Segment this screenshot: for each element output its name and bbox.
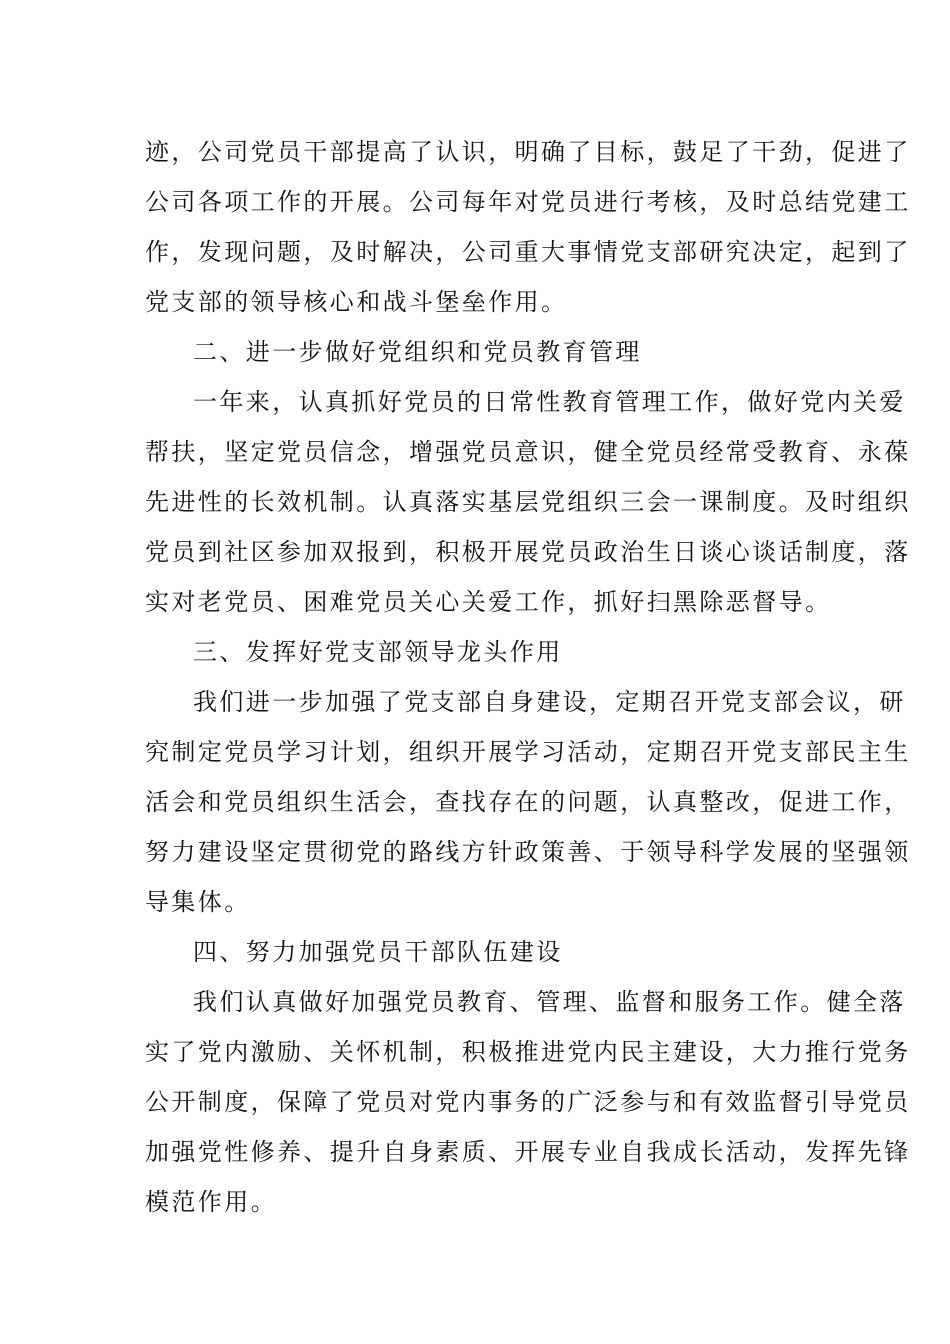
section-heading: 二、进一步做好党组织和党员教育管理	[193, 338, 642, 366]
paragraph-line: 导集体。	[145, 888, 251, 916]
paragraph-line: 我们认真做好加强党员教育、管理、监督和服务工作。健全落	[193, 988, 906, 1016]
section-heading: 三、发挥好党支部领导龙头作用	[193, 638, 563, 666]
paragraph-line: 活会和党员组织生活会，查找存在的问题，认真整改，促进工作，	[145, 788, 911, 816]
paragraph-line: 帮扶，坚定党员信念，增强党员意识，健全党员经常受教育、永葆	[145, 438, 911, 466]
paragraph-line: 努力建设坚定贯彻党的路线方针政策善、于领导科学发展的坚强领	[145, 838, 911, 866]
paragraph-line: 一年来，认真抓好党员的日常性教育管理工作，做好党内关爱	[193, 388, 906, 416]
paragraph-line: 公司各项工作的开展。公司每年对党员进行考核，及时总结党建工	[145, 188, 911, 216]
paragraph-line: 我们进一步加强了党支部自身建设，定期召开党支部会议，研	[193, 688, 906, 716]
paragraph-line: 作，发现问题，及时解决，公司重大事情党支部研究决定，起到了	[145, 238, 911, 266]
paragraph-line: 党员到社区参加双报到，积极开展党员政治生日谈心谈话制度，落	[145, 538, 911, 566]
section-heading: 四、努力加强党员干部队伍建设	[193, 938, 563, 966]
paragraph-line: 党支部的领导核心和战斗堡垒作用。	[145, 288, 568, 316]
paragraph-line: 公开制度，保障了党员对党内事务的广泛参与和有效监督引导党员	[145, 1088, 911, 1116]
paragraph-line: 究制定党员学习计划，组织开展学习活动，定期召开党支部民主生	[145, 738, 911, 766]
paragraph-line: 迹，公司党员干部提高了认识，明确了目标，鼓足了干劲，促进了	[145, 138, 911, 166]
paragraph-line: 先进性的长效机制。认真落实基层党组织三会一课制度。及时组织	[145, 488, 911, 516]
paragraph-line: 实了党内激励、关怀机制，积极推进党内民主建设，大力推行党务	[145, 1038, 911, 1066]
paragraph-line: 模范作用。	[145, 1188, 277, 1216]
paragraph-line: 实对老党员、困难党员关心关爱工作，抓好扫黑除恶督导。	[145, 588, 832, 616]
paragraph-line: 加强党性修养、提升自身素质、开展专业自我成长活动，发挥先锋	[145, 1138, 911, 1166]
